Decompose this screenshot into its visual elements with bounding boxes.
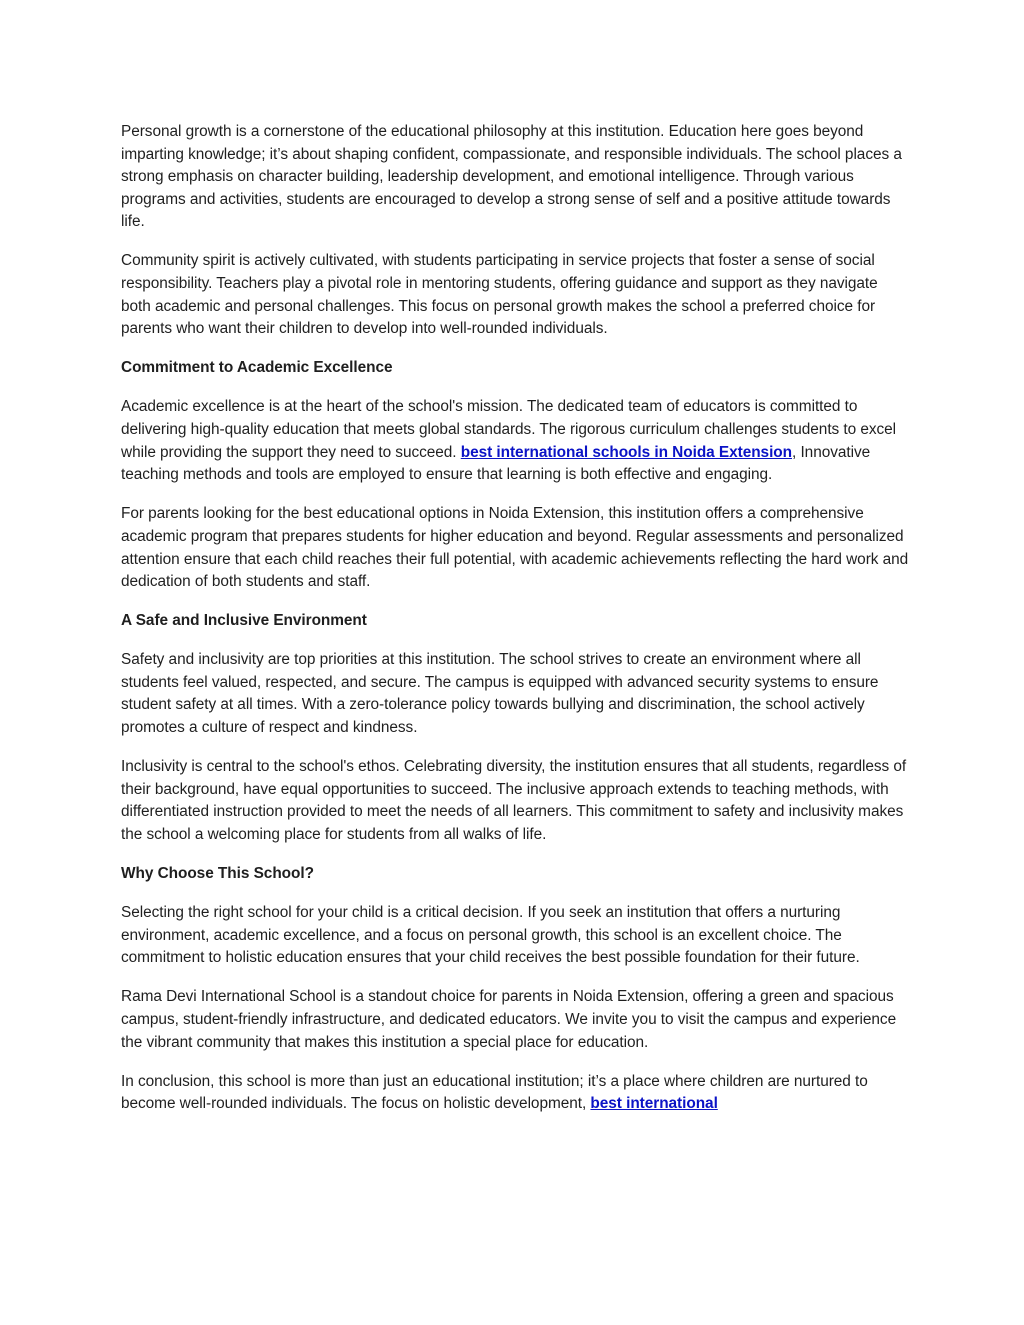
- paragraph-conclusion: [121, 1071, 911, 1116]
- document-page: [121, 121, 911, 1132]
- paragraph-inclusivity: Inclusivity is central to the school's ethos. Celebrating diversity, the institution ensures that all students, regardless of their background, have equal opportunities to succeed. The inclusive approach extends to teaching methods, with differentiated instruction provided to meet the needs of all learners. This commitment to safety and inclusivity makes the school a welcoming place for students from all walks of life.: [121, 758, 907, 843]
- heading-safe-inclusive: A Safe and Inclusive Environment: [121, 612, 367, 630]
- paragraph-text: Academic excellence is at the heart of the school's mission. The dedicated team of educators is committed to delivering high-quality education that meets global standards. The rigorous curriculum challenges students to excel while providing the support they need to succeed.: [121, 398, 897, 461]
- paragraph-parents-options: For parents looking for the best educational options in Noida Extension, this institution offers a comprehensive academic program that prepares students for higher education and beyond. Regular assessments and personalized attention ensure that each child reaches their full potential, with academic achievements reflecting the hard work and dedication of both students and staff.: [121, 505, 909, 591]
- paragraph-personal-growth: Personal growth is a cornerstone of the educational philosophy at this institution. Education here goes beyond imparting knowledge; it’s about shaping confident, compassionate, and responsible individuals. The school places a strong emphasis on character building, leadership development, and emotional intelligence. Through various programs and activities, students are encouraged to develop a strong sense of self and a positive attitude towards life.: [121, 123, 902, 231]
- paragraph-rama-devi: Rama Devi International School is a standout choice for parents in Noida Extension, offering a green and spacious campus, student-friendly infrastructure, and dedicated educators. We invite you to visit the campus and experience the vibrant community that makes this institution a special place for education.: [121, 988, 897, 1051]
- paragraph-selecting-school: Selecting the right school for your child is a critical decision. If you seek an institution that offers a nurturing environment, academic excellence, and a focus on personal growth, this school is an excellent choice. The commitment to holistic education ensures that your child receives the best possible foundation for their future.: [121, 904, 860, 967]
- paragraph-text: , Innovative teaching methods and tools are employed to ensure that learning is both effective and engaging.: [121, 443, 871, 484]
- heading-academic-excellence: Commitment to Academic Excellence: [121, 359, 393, 377]
- paragraph-text: In conclusion, this school is more than just an educational institution; it’s a place where children are nurtured to become well-rounded individuals. The focus on holistic development,: [121, 1072, 868, 1113]
- paragraph-community-spirit: Community spirit is actively cultivated, with students participating in service projects that foster a sense of social responsibility. Teachers play a pivotal role in mentoring students, offering guidance and support as they navigate both academic and personal challenges. This focus on personal growth makes the school a preferred choice for parents who want their children to develop into well-rounded individuals.: [121, 252, 878, 338]
- best-international-link[interactable]: best international: [590, 1095, 718, 1113]
- heading-why-choose: Why Choose This School?: [121, 865, 314, 883]
- best-international-schools-link[interactable]: best international schools in Noida Extension: [460, 443, 792, 461]
- paragraph-academic-excellence: [121, 396, 911, 486]
- paragraph-safety: Safety and inclusivity are top priorities at this institution. The school strives to create an environment where all students feel valued, respected, and secure. The campus is equipped with advanced security systems to ensure student safety at all times. With a zero-tolerance policy towards bullying and discrimination, the school actively promotes a culture of respect and kindness.: [121, 651, 879, 737]
